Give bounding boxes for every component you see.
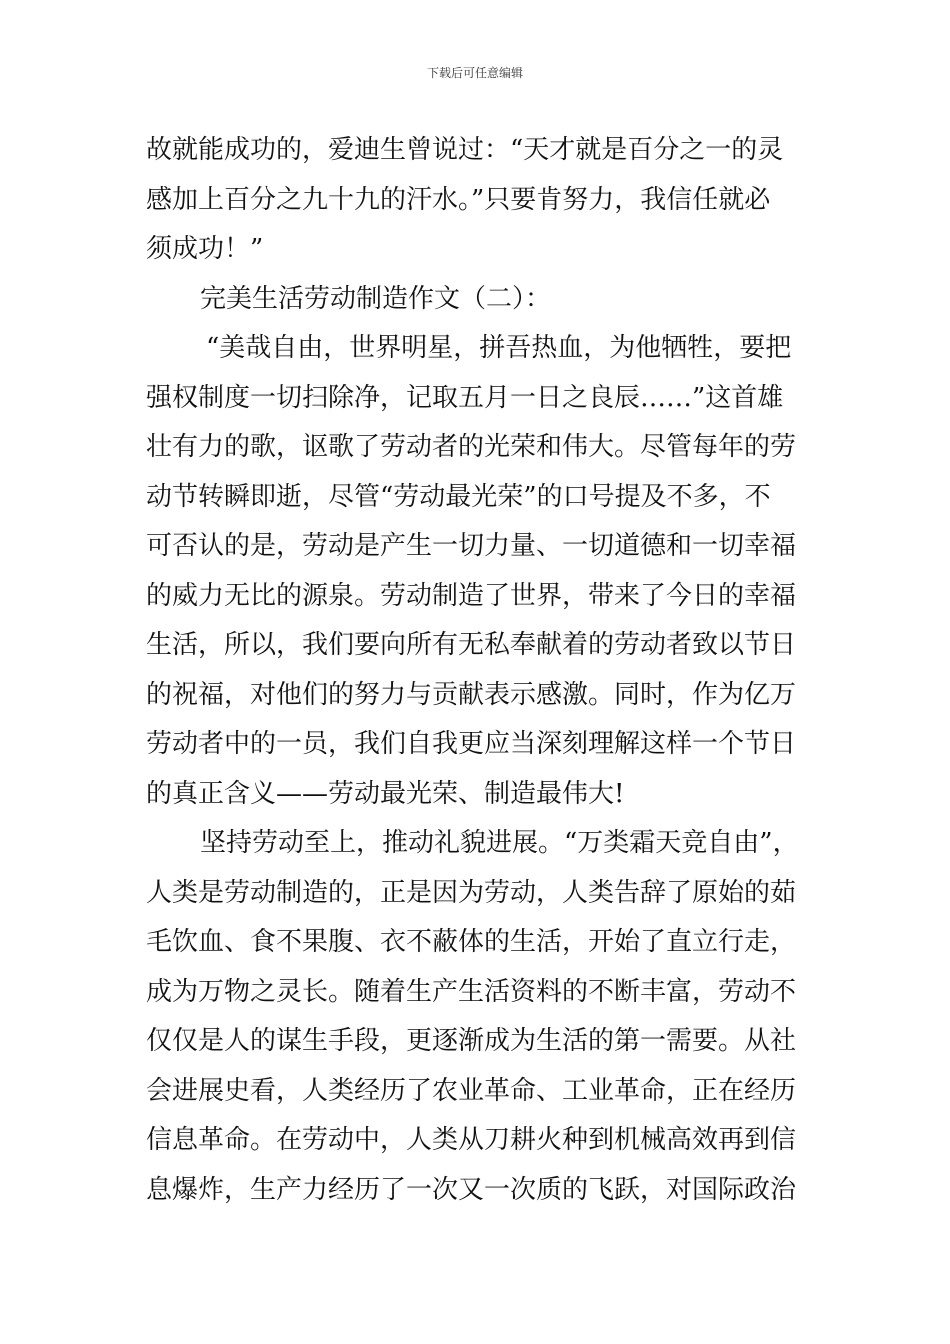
text-line: 的真正含义——劳动最光荣、制造最伟大! — [146, 778, 625, 809]
text-line: 信息革命。在劳动中，人类从刀耕火种到机械高效再到信 — [146, 1125, 797, 1155]
text-line: 生活，所以，我们要向所有无私奉献着的劳动者致以节日 — [146, 630, 797, 660]
text-line: 成为万物之灵长。随着生产生活资料的不断丰富，劳动不 — [146, 976, 797, 1007]
text-line: 的威力无比的源泉。劳动制造了世界，带来了今日的幸福 — [146, 580, 797, 611]
text-line: 毛饮血、食不果腹、衣不蔽体的生活，开始了直立行走， — [146, 927, 797, 957]
text-line: 须成功！” — [146, 234, 264, 264]
text-line: 坚持劳动至上，推动礼貌进展。“万类霜天竞自由”， — [200, 828, 799, 858]
page-header: 下载后可任意编辑 — [426, 66, 523, 80]
text-line: 的祝福，对他们的努力与贡献表示感激。同时，作为亿万 — [146, 679, 797, 710]
text-line: 强权制度一切扫除净，记取五月一日之良辰……”这首雄 — [146, 382, 784, 413]
text-line: 人类是劳动制造的，正是因为劳动，人类告辞了原始的茹 — [146, 877, 797, 908]
text-line: 仅仅是人的谋生手段，更逐渐成为生活的第一需要。从社 — [146, 1026, 797, 1056]
text-line: 劳动者中的一员，我们自我更应当深刻理解这样一个节日 — [146, 729, 797, 759]
text-line: 感加上百分之九十九的汗水。”只要肯努力，我信任就必 — [146, 184, 771, 215]
text-line: “美哉自由，世界明星，拼吾热血，为他牺牲，要把 — [206, 333, 792, 363]
text-line: 壮有力的歌，讴歌了劳动者的光荣和伟大。尽管每年的劳 — [146, 432, 797, 462]
text-line: 息爆炸，生产力经历了一次又一次质的飞跃，对国际政治 — [146, 1174, 797, 1205]
body-text — [146, 126, 810, 1215]
text-line: 动节转瞬即逝，尽管“劳动最光荣”的口号提及不多，不 — [146, 481, 771, 512]
section-heading: 完美生活劳动制造作文（二）： — [200, 283, 552, 314]
text-line: 可否认的是，劳动是产生一切力量、一切道德和一切幸福 — [146, 531, 797, 561]
text-line: 会进展史看，人类经历了农业革命、工业革命，正在经历 — [146, 1075, 797, 1106]
text-line: 故就能成功的，爱迪生曾说过：“天才就是百分之一的灵 — [146, 135, 784, 165]
